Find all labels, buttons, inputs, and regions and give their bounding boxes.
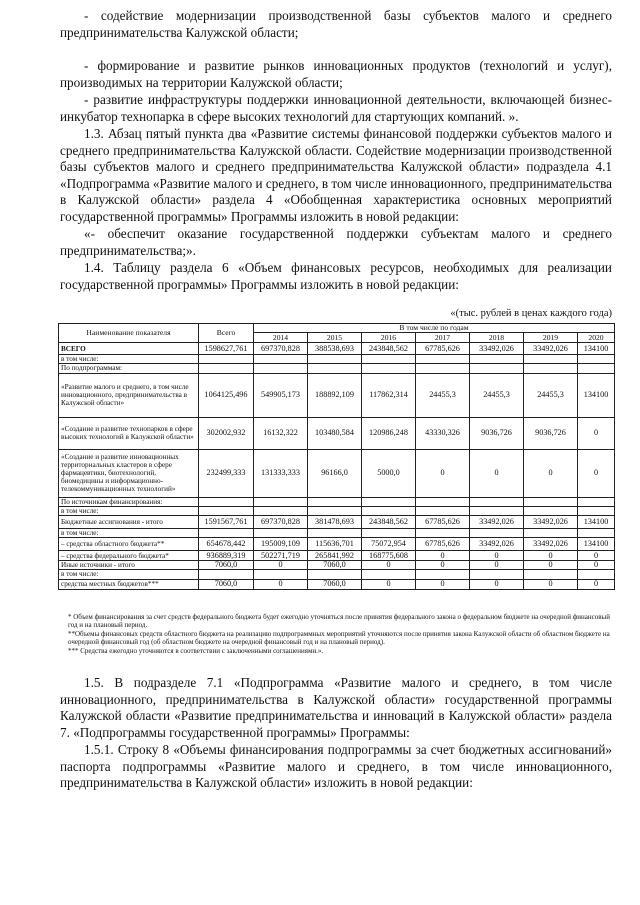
cell-value: 33492,026 xyxy=(470,516,524,529)
cell-value xyxy=(254,497,308,506)
bullet-innovation-markets: - формирование и развитие рынков инновационных продуктов (технологий и услуг), производимых на территории Калужской области; xyxy=(60,58,612,90)
cell-value xyxy=(254,529,308,538)
table-row xyxy=(59,497,615,506)
table-row xyxy=(59,355,615,364)
header-year: 2020 xyxy=(578,333,615,343)
cell-value: 188892,109 xyxy=(308,373,362,417)
cell-value xyxy=(199,364,254,373)
table-row xyxy=(59,579,615,589)
cell-value: 168775,608 xyxy=(362,551,416,561)
cell-value: 936889,319 xyxy=(199,551,254,561)
cell-value xyxy=(199,497,254,506)
table-row xyxy=(59,529,615,538)
cell-value xyxy=(199,529,254,538)
cell-value xyxy=(254,570,308,579)
cell-value xyxy=(524,570,578,579)
row-label: средства местных бюджетов*** xyxy=(59,579,199,589)
header-by-years: В том числе по годам xyxy=(254,324,615,333)
table-row xyxy=(59,373,615,417)
row-label: в том числе: xyxy=(59,570,199,579)
cell-value xyxy=(416,364,470,373)
cell-value xyxy=(362,364,416,373)
cell-value xyxy=(578,364,615,373)
header-year: 2014 xyxy=(254,333,308,343)
cell-value: 697370,828 xyxy=(254,343,308,355)
row-label: Иные источники - итого xyxy=(59,561,199,570)
cell-value xyxy=(578,529,615,538)
header-total: Всего xyxy=(199,324,254,343)
cell-value: 654678,442 xyxy=(199,538,254,551)
cell-value: 232499,333 xyxy=(199,449,254,497)
bullet-infrastructure: - развитие инфраструктуры поддержки инновационной деятельности, включающей бизнес-инкубатор технопарка в сфере высоких технологий для стартующих компаний. ». xyxy=(60,92,612,124)
cell-value: 96166,0 xyxy=(308,449,362,497)
cell-value: 549905,173 xyxy=(254,373,308,417)
cell-value: 0 xyxy=(416,449,470,497)
row-label: в том числе: xyxy=(59,506,199,515)
cell-value xyxy=(254,506,308,515)
row-label: «Развитие малого и среднего, в том числе инновационного, предпринимательства в Калужской области» xyxy=(59,373,199,417)
cell-value: 381478,693 xyxy=(308,516,362,529)
cell-value xyxy=(362,355,416,364)
cell-value: 115636,701 xyxy=(308,538,362,551)
cell-value xyxy=(308,364,362,373)
table-row xyxy=(59,516,615,529)
cell-value: 43330,326 xyxy=(416,417,470,449)
cell-value: 24455,3 xyxy=(470,373,524,417)
cell-value xyxy=(470,506,524,515)
cell-value xyxy=(416,570,470,579)
cell-value: 243848,562 xyxy=(362,516,416,529)
table-row xyxy=(59,538,615,551)
cell-value xyxy=(254,364,308,373)
cell-value xyxy=(199,506,254,515)
row-label: – средства областного бюджета** xyxy=(59,538,199,551)
cell-value xyxy=(416,529,470,538)
cell-value xyxy=(416,506,470,515)
cell-value: 0 xyxy=(578,551,615,561)
table-row xyxy=(59,364,615,373)
cell-value: 5000,0 xyxy=(362,449,416,497)
cell-value xyxy=(524,497,578,506)
header-year: 2019 xyxy=(524,333,578,343)
cell-value: 0 xyxy=(470,561,524,570)
cell-value: 7060,0 xyxy=(199,579,254,589)
cell-value xyxy=(308,497,362,506)
cell-value: 103480,584 xyxy=(308,417,362,449)
table-row xyxy=(59,449,615,497)
cell-value xyxy=(470,497,524,506)
cell-value xyxy=(308,355,362,364)
footnote: **Объемы финансовых средств областного бюджета на реализацию подпрограммных мероприятий уточняются после принятия закона Калужской области об областном бюджете на очередной финансовый год (об областном бюджете на очередной финансовый год и на плановый период). xyxy=(68,629,610,647)
cell-value: 0 xyxy=(470,551,524,561)
cell-value: 134100 xyxy=(578,343,615,355)
cell-value: 0 xyxy=(470,579,524,589)
cell-value xyxy=(524,355,578,364)
table-row xyxy=(59,561,615,570)
row-label: – средства федерального бюджета* xyxy=(59,551,199,561)
cell-value xyxy=(199,355,254,364)
table-row xyxy=(59,551,615,561)
cell-value xyxy=(416,355,470,364)
cell-value: 0 xyxy=(416,579,470,589)
cell-value: 195009,109 xyxy=(254,538,308,551)
cell-value: 0 xyxy=(524,449,578,497)
table-row xyxy=(59,343,615,355)
cell-value xyxy=(416,497,470,506)
cell-value: 33492,026 xyxy=(524,538,578,551)
cell-value: 131333,333 xyxy=(254,449,308,497)
cell-value xyxy=(578,355,615,364)
cell-value: 24455,3 xyxy=(524,373,578,417)
cell-value: 502271,719 xyxy=(254,551,308,561)
cell-value: 697370,828 xyxy=(254,516,308,529)
cell-value xyxy=(362,497,416,506)
paragraph-1-3-quote: «- обеспечит оказание государственной поддержки субъектам малого и среднего предпринимательства;». xyxy=(60,226,612,258)
cell-value: 33492,026 xyxy=(524,343,578,355)
footnote: * Объем финансирования за счет средств федерального бюджета будет ежегодно уточняться после принятия федерального закона о федеральном бюджете на очередной финансовый год и на плановый период. xyxy=(68,613,610,630)
row-label: в том числе: xyxy=(59,355,199,364)
bullet-modernization: - содействие модернизации производственной базы субъектов малого и среднего предпринимательства Калужской области; xyxy=(60,8,612,40)
cell-value: 0 xyxy=(416,551,470,561)
cell-value: 134100 xyxy=(578,516,615,529)
table-row xyxy=(59,506,615,515)
cell-value: 134100 xyxy=(578,373,615,417)
cell-value: 0 xyxy=(578,579,615,589)
row-label: По источникам финансирования: xyxy=(59,497,199,506)
row-label: По подпрограммам: xyxy=(59,364,199,373)
cell-value: 0 xyxy=(254,561,308,570)
cell-value: 7060,0 xyxy=(199,561,254,570)
cell-value xyxy=(470,355,524,364)
cell-value: 302002,932 xyxy=(199,417,254,449)
cell-value: 67785,626 xyxy=(416,538,470,551)
cell-value xyxy=(524,506,578,515)
paragraph-1-5: 1.5. В подразделе 7.1 «Подпрограмма «Развитие малого и среднего, в том числе инновационного, предпринимательства в Калужской области» государственной программы Калужской области «Развитие предпринимательства и инноваций в Калужской области» раздела 7. «Подпрограммы государственной программы» Программы: xyxy=(60,675,612,740)
cell-value: 0 xyxy=(524,551,578,561)
cell-value: 117862,314 xyxy=(362,373,416,417)
row-label: ВСЕГО xyxy=(59,343,199,355)
cell-value: 0 xyxy=(416,561,470,570)
cell-value: 33492,026 xyxy=(470,343,524,355)
header-year: 2015 xyxy=(308,333,362,343)
cell-value: 134100 xyxy=(578,538,615,551)
cell-value xyxy=(470,570,524,579)
paragraph-1-4: 1.4. Таблицу раздела 6 «Объем финансовых ресурсов, необходимых для реализации государственной программы» Программы изложить в новой редакции: xyxy=(60,260,612,292)
cell-value: 9036,726 xyxy=(470,417,524,449)
cell-value: 67785,626 xyxy=(416,343,470,355)
table-unit-caption: «(тыс. рублей в ценах каждого года) xyxy=(450,308,612,319)
cell-value xyxy=(308,506,362,515)
cell-value: 0 xyxy=(524,561,578,570)
cell-value: 0 xyxy=(578,449,615,497)
cell-value: 33492,026 xyxy=(470,538,524,551)
cell-value xyxy=(199,570,254,579)
cell-value xyxy=(362,570,416,579)
table-row xyxy=(59,570,615,579)
table-row xyxy=(59,417,615,449)
cell-value: 243848,562 xyxy=(362,343,416,355)
cell-value: 265841,992 xyxy=(308,551,362,561)
cell-value: 9036,726 xyxy=(524,417,578,449)
paragraph-1-5-1: 1.5.1. Строку 8 «Объемы финансирования подпрограммы за счет бюджетных ассигнований» паспорта подпрограммы «Развитие малого и среднего, в том числе инновационного, предпринимательства в Калужской области» изложить в новой редакции: xyxy=(60,742,612,791)
cell-value: 388538,693 xyxy=(308,343,362,355)
header-year: 2018 xyxy=(470,333,524,343)
cell-value: 33492,026 xyxy=(524,516,578,529)
cell-value: 0 xyxy=(254,579,308,589)
paragraph-1-3: 1.3. Абзац пятый пункта два «Развитие системы финансовой поддержки субъектов малого и среднего предпринимательства Калужской области. Содействие модернизации производственной базы субъектов малого и среднего предпринимательства Калужской области» подраздела 4.1 «Подпрограмма «Развитие малого и среднего, в том числе инновационного, предпринимательства в Калужской области» раздела 4 «Обобщенная характеристика основных мероприятий государственной программы» Программы изложить в новой редакции: xyxy=(60,126,612,224)
cell-value xyxy=(308,529,362,538)
cell-value: 0 xyxy=(470,449,524,497)
cell-value xyxy=(524,364,578,373)
cell-value: 67785,626 xyxy=(416,516,470,529)
cell-value: 7060,0 xyxy=(308,579,362,589)
cell-value xyxy=(254,355,308,364)
cell-value xyxy=(470,364,524,373)
cell-value: 7060,0 xyxy=(308,561,362,570)
financing-table xyxy=(58,323,615,590)
cell-value xyxy=(578,497,615,506)
cell-value: 0 xyxy=(578,561,615,570)
header-name: Наименование показателя xyxy=(59,324,199,343)
header-year: 2017 xyxy=(416,333,470,343)
row-label: Бюджетные ассигнования - итого xyxy=(59,516,199,529)
cell-value xyxy=(308,570,362,579)
cell-value xyxy=(578,506,615,515)
cell-value: 1591567,761 xyxy=(199,516,254,529)
header-year: 2016 xyxy=(362,333,416,343)
cell-value: 75072,954 xyxy=(362,538,416,551)
cell-value: 0 xyxy=(362,579,416,589)
cell-value: 120986,248 xyxy=(362,417,416,449)
row-label: в том числе: xyxy=(59,529,199,538)
cell-value: 0 xyxy=(362,561,416,570)
row-label: «Создание и развитие инновационных территориальных кластеров в сфере фармацевтики, биотехнологий, биомедицины и информационно-телекоммуникационных технологий» xyxy=(59,449,199,497)
cell-value: 1598627,761 xyxy=(199,343,254,355)
cell-value: 0 xyxy=(578,417,615,449)
cell-value: 16132,322 xyxy=(254,417,308,449)
cell-value: 24455,3 xyxy=(416,373,470,417)
cell-value: 0 xyxy=(524,579,578,589)
table-footnotes xyxy=(58,613,614,655)
cell-value: 1064125,496 xyxy=(199,373,254,417)
cell-value xyxy=(470,529,524,538)
footnote: *** Средства ежегодно уточняются в соответствии с заключенными соглашениями.». xyxy=(68,646,324,655)
cell-value xyxy=(524,529,578,538)
cell-value xyxy=(362,506,416,515)
cell-value xyxy=(362,529,416,538)
cell-value xyxy=(578,570,615,579)
row-label: «Создание и развитие технопарков в сфере высоких технологий в Калужской области» xyxy=(59,417,199,449)
